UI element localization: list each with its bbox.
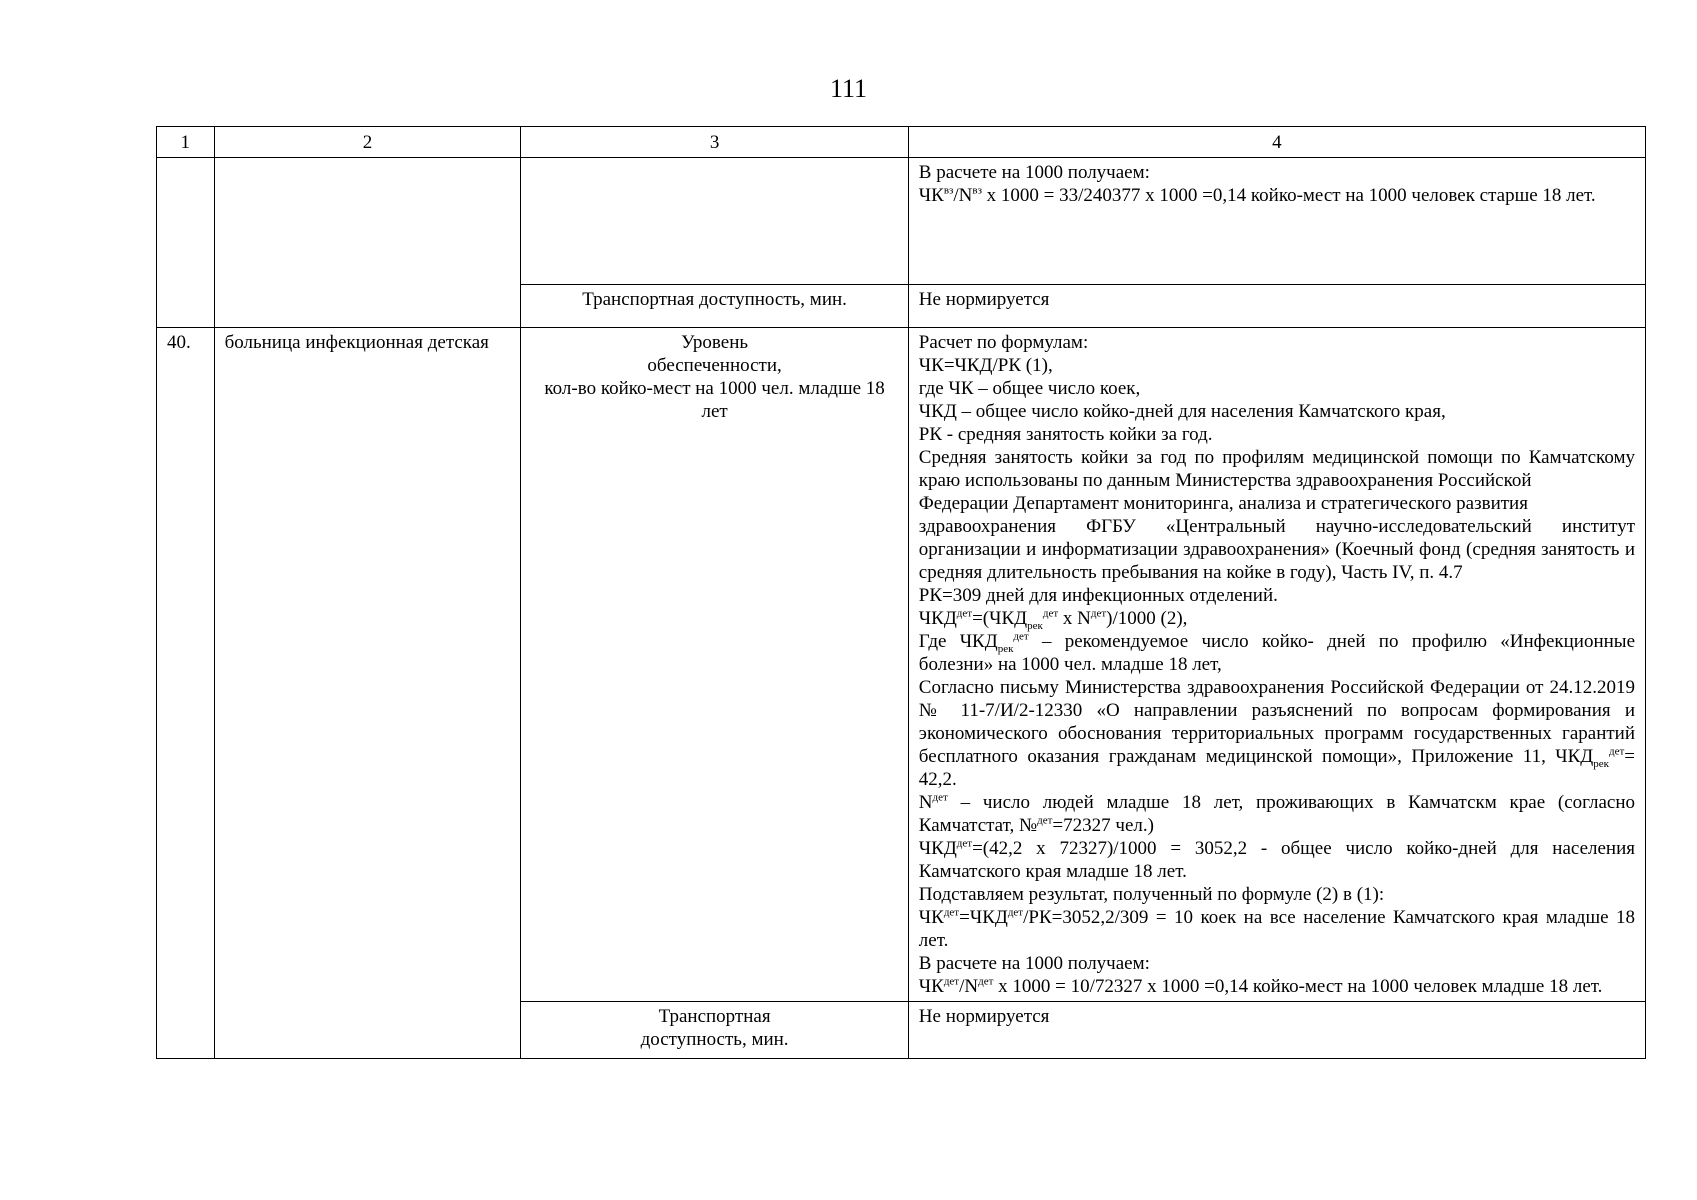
table-row <box>157 328 1646 1002</box>
calc-paragraph: здравоохранения ФГБУ «Центральный научно-исследовательский институт организации и информатизации здравоохранения» (Коечный фонд (средняя занятость и средняя длительность пребывания на койке в году), Часть IV, п. 4.7 <box>918 516 1635 583</box>
facility-name: больница инфекционная детская <box>214 328 521 1059</box>
calc-paragraph: $ЧК^{дет}=ЧКД^{дет}/РК=3052,2/309 = 10$ коек на все население Камчатского края младше 18 лет. <box>918 906 1635 951</box>
column-number-2: 2 <box>214 127 521 158</box>
norms-table <box>156 126 1646 1059</box>
indicator-cell: Уровень обеспеченности, кол-во койко-мест на 1000 чел. младше 18 лет <box>521 328 908 1002</box>
calc-result: $ЧК^{дет}/N^{дет}$ х 1000 = 10/72327 х 1000 =0,14 койко-мест на 1000 человек младше 18 лет. <box>918 975 1603 997</box>
transport-value: Не нормируется <box>908 285 1645 328</box>
facility-name-cell <box>214 158 521 328</box>
column-number-row <box>157 127 1646 158</box>
row-number-cell <box>157 158 215 328</box>
page-number: 111 <box>829 74 868 103</box>
calc-line: ЧКД – общее число койко-дней для населения Камчатского края, <box>918 401 1446 422</box>
calc-paragraph: Где $ЧКД_{рек}^{дет}$ – рекомендуемое число койко- дней по профилю «Инфекционные болезни» на 1000 чел. младше 18 лет, <box>918 630 1636 675</box>
calc-paragraph: $ЧКД^{дет}=(42,2$ х 72327)/1000 = 3052,2 - общее число койко-дней для населения Камчатского края младше 18 лет. <box>918 837 1635 882</box>
transport-label: Транспортная доступность, мин. <box>521 285 908 328</box>
formula-2: $ЧКД^{дет}=(ЧКД_{рек}^{дет}$ х $N^{дет})/1000$ (2), <box>918 607 1188 632</box>
transport-label: Транспортная доступность, мин. <box>521 1002 908 1059</box>
calculation-cell <box>908 328 1645 1002</box>
calc-line: Расчет по формулам: <box>918 332 1089 353</box>
calc-title: В расчете на 1000 получаем: <box>918 162 1150 183</box>
calc-paragraph: Согласно письму Министерства здравоохранения Российской Федерации от 24.12.2019 № 11-7/И/2-12330 «О направлении разъяснений по вопросам формирования и экономического обоснования территориальных программ государственных гарантий бесплатного оказания гражданам медицинской помощи», Приложение 11, $ЧКД_{рек}^{дет}= 42,2$. <box>918 677 1635 790</box>
calc-line: РК=309 дней для инфекционных отделений. <box>918 585 1278 606</box>
row-number: 40. <box>157 328 215 1059</box>
formula-1: ЧК=ЧКД/РК (1), <box>918 355 1053 376</box>
indicator-cell <box>521 158 908 285</box>
calc-paragraph: $N^{дет}$ – число людей младше 18 лет, проживающих в Камчатскм крае (согласно Камчатстат, №$^{дет}$=72327 чел.) <box>918 791 1635 836</box>
calc-line: Подставляем результат, полученный по формуле (2) в (1): <box>918 884 1385 905</box>
table-row <box>157 158 1646 285</box>
calculation-cell <box>908 158 1645 285</box>
calc-line: где ЧК – общее число коек, <box>918 378 1141 399</box>
calc-line: РК - средняя занятость койки за год. <box>918 424 1213 445</box>
calc-line: Федерации Департамент мониторинга, анализа и стратегического развития <box>918 493 1528 514</box>
column-number-3: 3 <box>521 127 908 158</box>
calc-formula: $ЧК^{вз}/N^{вз}$ х 1000 = 33/240377 х 1000 =0,14 койко-мест на 1000 человек старше 18 лет. <box>918 184 1596 206</box>
transport-value: Не нормируется <box>908 1002 1645 1059</box>
calc-line: В расчете на 1000 получаем: <box>918 953 1150 974</box>
column-number-1: 1 <box>157 127 215 158</box>
calc-paragraph: Средняя занятость койки за год по профилям медицинской помощи по Камчатскому краю использованы по данным Министерства здравоохранения Российской <box>918 447 1635 491</box>
column-number-4: 4 <box>908 127 1645 158</box>
